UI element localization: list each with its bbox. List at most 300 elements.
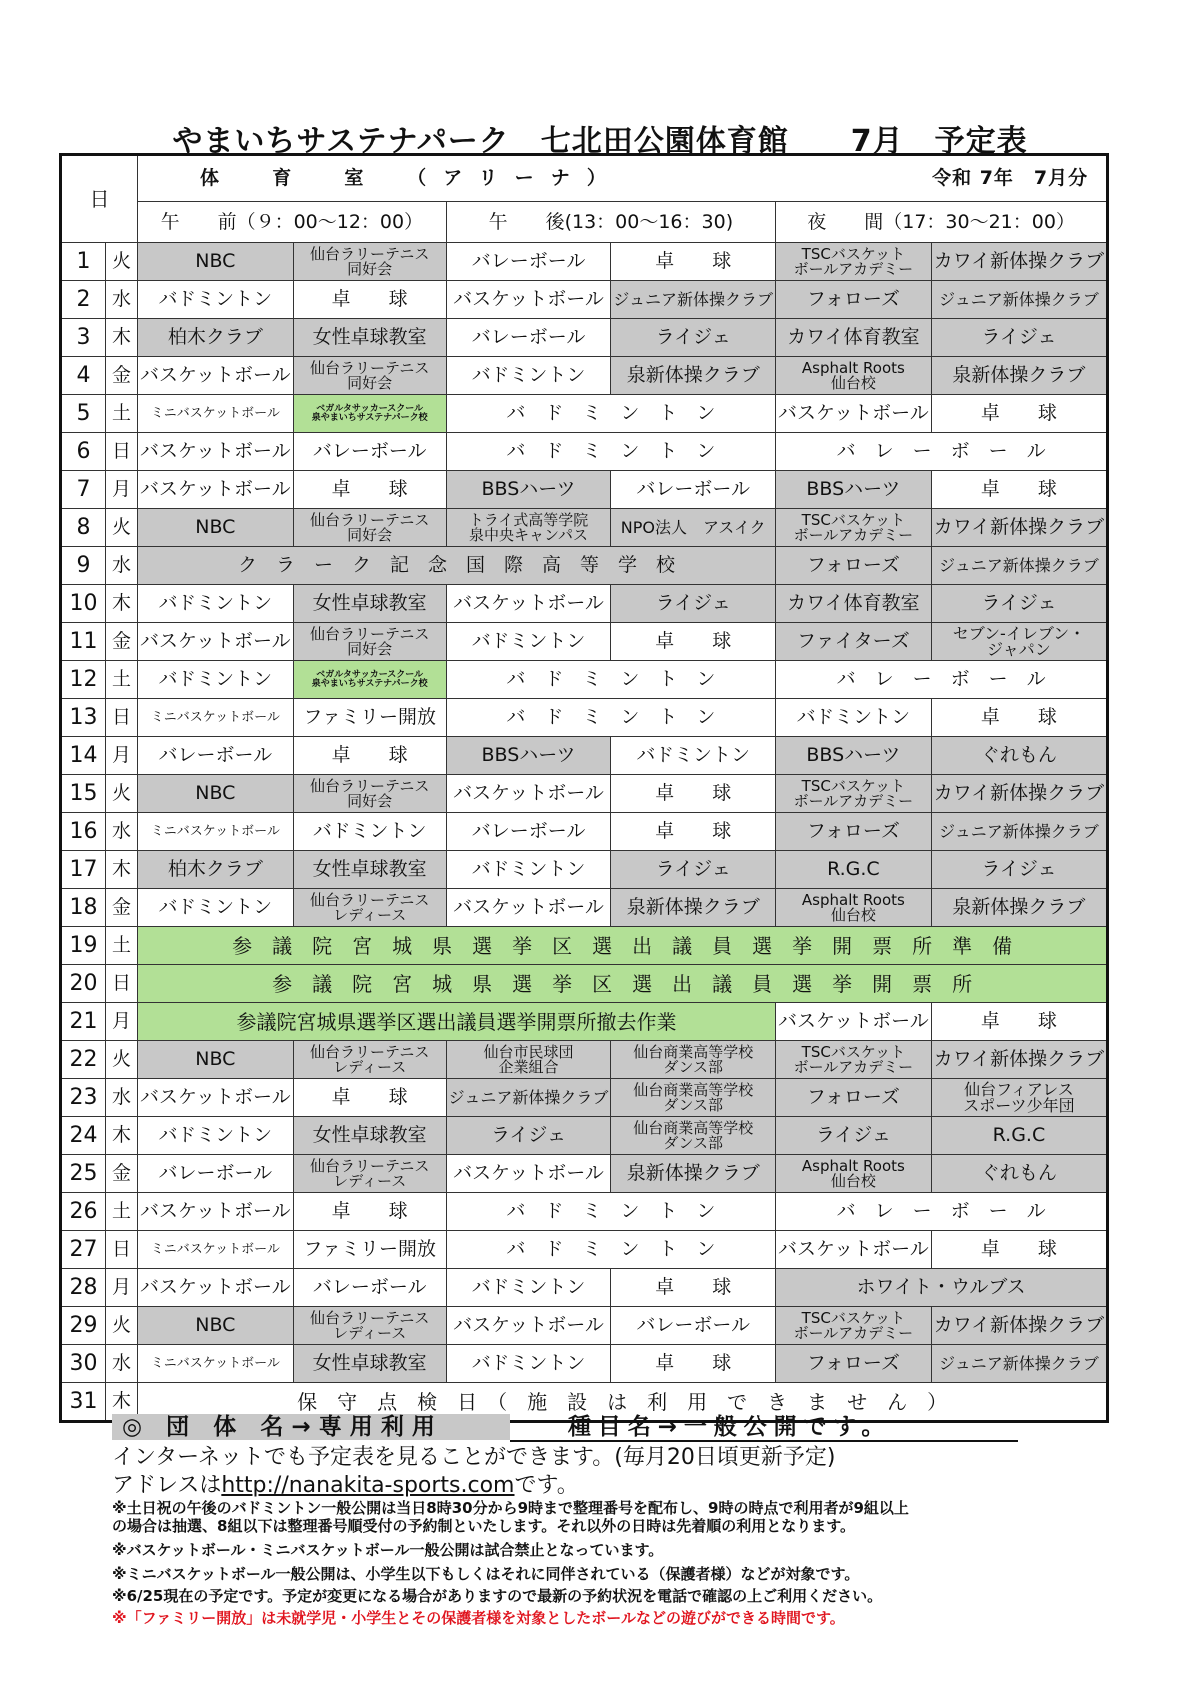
note-badminton-2: の場合は抽選、8組以下は整理番号順受付の予約制といたします。それ以外の日時は先着順の利用となります。 [112,1517,856,1535]
schedule-cell-line: ボールアカデミー [793,1323,914,1342]
schedule-cell [293,357,446,395]
day-number: 11 [61,623,106,661]
page-title: やまいちサステナパーク 七北田公園体育館 7月 予定表 [172,124,1028,159]
table-row [61,1307,1108,1345]
note-basketball: ※バスケットボール・ミニバスケットボール一般公開は試合禁止となっています。 [112,1541,664,1559]
schedule-cell-line: 仙台商業高等学校 [633,1118,754,1137]
note-minibasket: ※ミニバスケットボール一般公開は、小学生以下もしくはそれに同伴されている（保護者様）などが対象です。 [112,1565,860,1583]
weekday: 日 [106,699,138,737]
weekday: 水 [106,547,138,585]
schedule-cell: R.G.C [776,851,932,889]
schedule-cell-line: ダンス部 [663,1095,724,1114]
schedule-cell: NBC [138,1307,294,1345]
day-number: 16 [61,813,106,851]
day-number: 22 [61,1041,106,1079]
schedule-cell: バスケットボール [776,395,932,433]
table-row [61,433,1108,471]
schedule-cell: バスケットボール [138,471,294,509]
schedule-cell: ミニバスケットボール [138,699,294,737]
weekday: 火 [106,509,138,547]
schedule-cell: 卓 球 [931,471,1107,509]
schedule-cell-line: TSCバスケット [801,1042,906,1061]
schedule-cell: BBSハーツ [446,471,611,509]
schedule-cell: 卓 球 [293,1193,446,1231]
schedule-cell: 卓 球 [931,1231,1107,1269]
schedule-cell: ライジェ [611,319,776,357]
schedule-cell: BBSハーツ [446,737,611,775]
schedule-cell: フォローズ [776,281,932,319]
schedule-cell-line: ダンス部 [663,1133,724,1152]
schedule-cell: ミニバスケットボール [138,1345,294,1383]
schedule-cell: バ レ ー ボ ー ル [776,433,1108,471]
schedule-cell: 卓 球 [611,813,776,851]
schedule-cell [776,1155,932,1193]
table-row [61,357,1108,395]
schedule-cell-line: レディース [333,905,407,924]
schedule-cell-line: 仙台ラリーテニス [309,624,430,643]
schedule-cell-line: 仙台商業高等学校 [633,1080,754,1099]
schedule-cell: バ ド ミ ン ト ン [446,699,775,737]
table-row [61,1155,1108,1193]
schedule-cell: 卓 球 [931,1003,1107,1041]
schedule-cell [293,395,446,433]
schedule-cell: 泉新体操クラブ [931,357,1107,395]
table-row [61,547,1108,585]
day-number: 8 [61,509,106,547]
schedule-cell: NBC [138,243,294,281]
table-row [61,1269,1108,1307]
day-number: 31 [61,1383,106,1422]
schedule-cell: バ レ ー ボ ー ル [776,1193,1108,1231]
weekday: 水 [106,1345,138,1383]
schedule-cell: バスケットボール [138,357,294,395]
schedule-cell: 保 守 点 検 日 （ 施 設 は 利 用 で き ま せ ん ） [138,1383,1108,1422]
schedule-cell-line: 仙台校 [830,1171,876,1190]
schedule-cell-line: 泉やまいちサステナパーク校 [311,412,428,423]
weekday: 水 [106,1079,138,1117]
table-row [61,1231,1108,1269]
schedule-cell: ホワイト・ウルブス [776,1269,1108,1307]
schedule-cell: BBSハーツ [776,471,932,509]
table-row [61,395,1108,433]
schedule-cell [293,1307,446,1345]
schedule-cell [293,509,446,547]
schedule-cell: バスケットボール [138,1079,294,1117]
schedule-cell: バレーボール [611,1307,776,1345]
schedule-cell: バスケットボール [446,281,611,319]
address-line [112,1468,579,1499]
schedule-cell: BBSハーツ [776,737,932,775]
schedule-cell: 柏木クラブ [138,319,294,357]
schedule-cell-line: ボールアカデミー [793,259,914,278]
schedule-cell: 卓 球 [611,243,776,281]
schedule-cell [776,1041,932,1079]
table-row [61,1117,1108,1155]
schedule-cell [293,1041,446,1079]
schedule-cell [446,509,611,547]
schedule-cell-line: 仙台フィアレス [964,1079,1074,1099]
weekday: 日 [106,433,138,471]
schedule-cell [931,1079,1107,1117]
schedule-cell: ライジェ [931,585,1107,623]
schedule-cell: バドミントン [446,623,611,661]
schedule-cell: ライジェ [446,1117,611,1155]
legend-public: 種目名→一般公開です。 [510,1414,1018,1442]
schedule-cell: 卓 球 [931,699,1107,737]
schedule-cell-line: 同好会 [347,791,393,810]
weekday: 月 [106,737,138,775]
schedule-cell: 女性卓球教室 [293,1345,446,1383]
weekday: 火 [106,1307,138,1345]
schedule-cell: バドミントン [446,357,611,395]
day-number: 10 [61,585,106,623]
year-month: 令和 7年 7月分 [932,167,1089,189]
day-number: 26 [61,1193,106,1231]
schedule-table [59,153,1109,1423]
schedule-cell-line: 泉中央キャンパス [469,525,588,544]
arena-header [138,155,1108,202]
schedule-cell: NPO法人 アスイク [611,509,776,547]
schedule-cell: ミニバスケットボール [138,813,294,851]
schedule-cell: 女性卓球教室 [293,585,446,623]
schedule-cell: ジュニア新体操クラブ [931,813,1107,851]
schedule-cell [293,243,446,281]
weekday: 金 [106,889,138,927]
schedule-cell: バレーボール [293,433,446,471]
schedule-cell: バドミントン [776,699,932,737]
day-number: 4 [61,357,106,395]
table-row [61,927,1108,965]
schedule-cell: バドミントン [138,281,294,319]
weekday: 木 [106,1117,138,1155]
day-number: 23 [61,1079,106,1117]
weekday: 木 [106,585,138,623]
day-header: 日 [61,155,138,243]
schedule-cell-line: Asphalt Roots [801,358,905,377]
schedule-cell [611,1079,776,1117]
schedule-cell-line: 仙台ラリーテニス [309,358,430,377]
schedule-cell: フォローズ [776,547,932,585]
weekday: 木 [106,851,138,889]
schedule-cell: バスケットボール [138,623,294,661]
table-row [61,1345,1108,1383]
schedule-cell-line: 仙台校 [830,373,876,392]
day-number: 19 [61,927,106,965]
schedule-cell-line: 同好会 [347,525,393,544]
weekday: 火 [106,775,138,813]
schedule-cell: バ ド ミ ン ト ン [446,433,775,471]
schedule-cell: フォローズ [776,1345,932,1383]
weekday: 木 [106,319,138,357]
afternoon-header: 午 後(13：00～16：30) [446,202,775,243]
schedule-cell-line: TSCバスケット [801,776,906,795]
weekday: 水 [106,281,138,319]
day-number: 20 [61,965,106,1003]
schedule-cell [446,1041,611,1079]
weekday: 月 [106,1269,138,1307]
weekday: 土 [106,1193,138,1231]
schedule-cell [776,243,932,281]
schedule-cell-line: 仙台ラリーテニス [309,1156,430,1175]
schedule-cell-line: 仙台ラリーテニス [309,1308,430,1327]
schedule-cell-line: TSCバスケット [801,510,906,529]
schedule-cell: ファイターズ [776,623,932,661]
table-row [61,585,1108,623]
schedule-cell: バドミントン [446,1345,611,1383]
schedule-cell: バスケットボール [776,1003,932,1041]
weekday: 火 [106,243,138,281]
weekday: 土 [106,661,138,699]
table-row [61,281,1108,319]
schedule-cell-line: ベガルタサッカースクール [316,403,424,414]
schedule-cell-line: 仙台ラリーテニス [309,244,430,263]
note-schedule: ※6/25現在の予定です。予定が変更になる場合がありますので最新の予約状況を電話で確認の上ご利用ください。 [112,1587,883,1605]
schedule-cell: カワイ体育教室 [776,319,932,357]
schedule-cell: バレーボール [138,1155,294,1193]
schedule-cell: バ ド ミ ン ト ン [446,395,775,433]
schedule-cell [293,889,446,927]
schedule-cell-line: 仙台商業高等学校 [633,1042,754,1061]
schedule-cell [611,1041,776,1079]
schedule-cell: 泉新体操クラブ [931,889,1107,927]
schedule-cell: バスケットボール [446,1155,611,1193]
schedule-cell: バスケットボール [446,585,611,623]
table-row [61,737,1108,775]
schedule-cell-line: Asphalt Roots [801,890,905,909]
table-row [61,623,1108,661]
day-number: 25 [61,1155,106,1193]
schedule-cell: 卓 球 [611,1269,776,1307]
schedule-cell: 卓 球 [293,1079,446,1117]
table-row [61,851,1108,889]
day-number: 15 [61,775,106,813]
schedule-cell [776,775,932,813]
schedule-cell-line: Asphalt Roots [801,1156,905,1175]
schedule-cell: 卓 球 [293,737,446,775]
schedule-cell [776,1307,932,1345]
address-prefix: アドレスは [112,1473,222,1498]
schedule-cell-line: ダンス部 [663,1057,724,1076]
schedule-cell-line: 仙台ラリーテニス [309,890,430,909]
schedule-cell: R.G.C [931,1117,1107,1155]
schedule-cell: ライジェ [776,1117,932,1155]
schedule-cell [293,661,446,699]
day-number: 3 [61,319,106,357]
day-number: 24 [61,1117,106,1155]
schedule-cell-line: レディース [333,1171,407,1190]
schedule-cell: 参議院宮城県選挙区選出議員選挙開票所撤去作業 [138,1003,776,1041]
day-number: 29 [61,1307,106,1345]
schedule-cell: バレーボール [293,1269,446,1307]
schedule-cell: ライジェ [611,851,776,889]
schedule-cell: NBC [138,509,294,547]
table-row [61,509,1108,547]
schedule-cell-line: TSCバスケット [801,1308,906,1327]
day-number: 1 [61,243,106,281]
schedule-cell: 卓 球 [293,471,446,509]
weekday: 土 [106,927,138,965]
schedule-cell-line: 仙台校 [830,905,876,924]
note-family: ※「ファミリー開放」は未就学児・小学生とその保護者様を対象としたボールなどの遊びができる時間です。 [112,1609,845,1627]
schedule-cell: バドミントン [138,585,294,623]
schedule-cell: 柏木クラブ [138,851,294,889]
schedule-cell: ク ラ ー ク 記 念 国 際 高 等 学 校 [138,547,776,585]
schedule-cell: ジュニア新体操クラブ [931,547,1107,585]
table-row [61,1079,1108,1117]
schedule-cell-line: ジャパン [987,639,1051,659]
schedule-cell: バスケットボール [138,433,294,471]
table-row [61,319,1108,357]
schedule-cell-line: 仙台ラリーテニス [309,1042,430,1061]
day-number: 21 [61,1003,106,1041]
schedule-cell: ミニバスケットボール [138,395,294,433]
schedule-cell-line: トライ式高等学院 [468,510,589,529]
weekday: 日 [106,965,138,1003]
table-row [61,243,1108,281]
arena-title: 体 育 室 （アリーナ） [200,167,623,189]
schedule-cell: ファミリー開放 [293,699,446,737]
evening-header: 夜 間（17：30～21：00） [776,202,1108,243]
schedule-cell: ミニバスケットボール [138,1231,294,1269]
day-number: 30 [61,1345,106,1383]
website-link[interactable]: http://nanakita-sports.com [221,1473,515,1498]
schedule-cell [776,509,932,547]
day-number: 5 [61,395,106,433]
schedule-cell: バレーボール [446,813,611,851]
schedule-cell: バドミントン [138,889,294,927]
schedule-cell: ライジェ [931,319,1107,357]
schedule-cell-line: 仙台市民球団 [483,1042,574,1061]
day-number: 13 [61,699,106,737]
weekday: 金 [106,623,138,661]
schedule-cell-line: 同好会 [347,639,393,658]
schedule-cell: バ レ ー ボ ー ル [776,661,1108,699]
day-number: 28 [61,1269,106,1307]
schedule-cell: バスケットボール [446,1307,611,1345]
table-row [61,1041,1108,1079]
schedule-cell: バ ド ミ ン ト ン [446,1231,775,1269]
schedule-cell: カワイ新体操クラブ [931,775,1107,813]
schedule-cell: バドミントン [446,1269,611,1307]
schedule-cell: バ ド ミ ン ト ン [446,661,775,699]
weekday: 金 [106,357,138,395]
day-number: 7 [61,471,106,509]
legend [112,1414,972,1440]
schedule-cell-line: 同好会 [347,373,393,392]
day-number: 17 [61,851,106,889]
schedule-cell: 女性卓球教室 [293,319,446,357]
weekday: 火 [106,1041,138,1079]
schedule-cell: カワイ新体操クラブ [931,1041,1107,1079]
schedule-cell: カワイ新体操クラブ [931,1307,1107,1345]
schedule-cell: ジュニア新体操クラブ [446,1079,611,1117]
schedule-cell: 卓 球 [293,281,446,319]
schedule-cell: ジュニア新体操クラブ [611,281,776,319]
schedule-cell: 女性卓球教室 [293,851,446,889]
day-number: 2 [61,281,106,319]
schedule-cell: バスケットボール [446,775,611,813]
schedule-cell-line: ボールアカデミー [793,525,914,544]
schedule-cell-line: レディース [333,1057,407,1076]
schedule-cell: 卓 球 [611,623,776,661]
schedule-cell: バドミントン [611,737,776,775]
schedule-cell-line: スポーツ少年団 [963,1095,1075,1115]
schedule-cell: バ ド ミ ン ト ン [446,1193,775,1231]
weekday: 金 [106,1155,138,1193]
schedule-cell: バスケットボール [138,1269,294,1307]
schedule-cell-line: TSCバスケット [801,244,906,263]
table-row [61,965,1108,1003]
schedule-cell: ジュニア新体操クラブ [931,1345,1107,1383]
schedule-cell: ライジェ [611,585,776,623]
day-number: 6 [61,433,106,471]
schedule-cell: 泉新体操クラブ [611,889,776,927]
schedule-cell: 卓 球 [611,775,776,813]
schedule-cell [776,357,932,395]
schedule-cell: 参 議 院 宮 城 県 選 挙 区 選 出 議 員 選 挙 開 票 所 準 備 [138,927,1108,965]
table-row [61,775,1108,813]
schedule-cell: バレーボール [446,319,611,357]
weekday: 日 [106,1231,138,1269]
table-row [61,1003,1108,1041]
legend-dedicated: ◎ 団 体 名→専用利用 [112,1414,510,1440]
schedule-cell: ぐれもん [931,1155,1107,1193]
schedule-cell-line: 同好会 [347,259,393,278]
schedule-cell-line: ベガルタサッカースクール [316,669,424,680]
schedule-cell: バスケットボール [138,1193,294,1231]
schedule-cell-line: 仙台ラリーテニス [309,776,430,795]
schedule-cell [293,623,446,661]
schedule-cell-line: 企業組合 [498,1057,559,1076]
schedule-cell: カワイ新体操クラブ [931,243,1107,281]
day-number: 9 [61,547,106,585]
day-number: 12 [61,661,106,699]
address-suffix: です。 [514,1473,579,1498]
schedule-cell: バドミントン [138,1117,294,1155]
day-number: 27 [61,1231,106,1269]
schedule-cell: 卓 球 [931,395,1107,433]
schedule-cell [611,1117,776,1155]
weekday: 水 [106,813,138,851]
schedule-cell [293,1155,446,1193]
schedule-cell-line: ボールアカデミー [793,791,914,810]
table-row [61,889,1108,927]
note-badminton-1: ※土日祝の午後のバドミントン一般公開は当日8時30分から9時まで整理番号を配布し、9時の時点で利用者が9組以上 [112,1499,909,1517]
table-row [61,471,1108,509]
schedule-cell: カワイ新体操クラブ [931,509,1107,547]
schedule-cell: ライジェ [931,851,1107,889]
table-row [61,699,1108,737]
schedule-cell: バドミントン [138,661,294,699]
day-number: 18 [61,889,106,927]
schedule-cell: バドミントン [446,851,611,889]
schedule-cell: ジュニア新体操クラブ [931,281,1107,319]
schedule-cell: 女性卓球教室 [293,1117,446,1155]
schedule-cell: バレーボール [611,471,776,509]
schedule-cell: 泉新体操クラブ [611,357,776,395]
schedule-cell: カワイ体育教室 [776,585,932,623]
schedule-cell-line: 仙台ラリーテニス [309,510,430,529]
schedule-cell: バドミントン [293,813,446,851]
schedule-cell-line: ボールアカデミー [793,1057,914,1076]
weekday: 土 [106,395,138,433]
schedule-cell: バスケットボール [776,1231,932,1269]
schedule-cell: 卓 球 [611,1345,776,1383]
schedule-cell: NBC [138,1041,294,1079]
schedule-cell: NBC [138,775,294,813]
schedule-cell: ぐれもん [931,737,1107,775]
schedule-cell [931,623,1107,661]
